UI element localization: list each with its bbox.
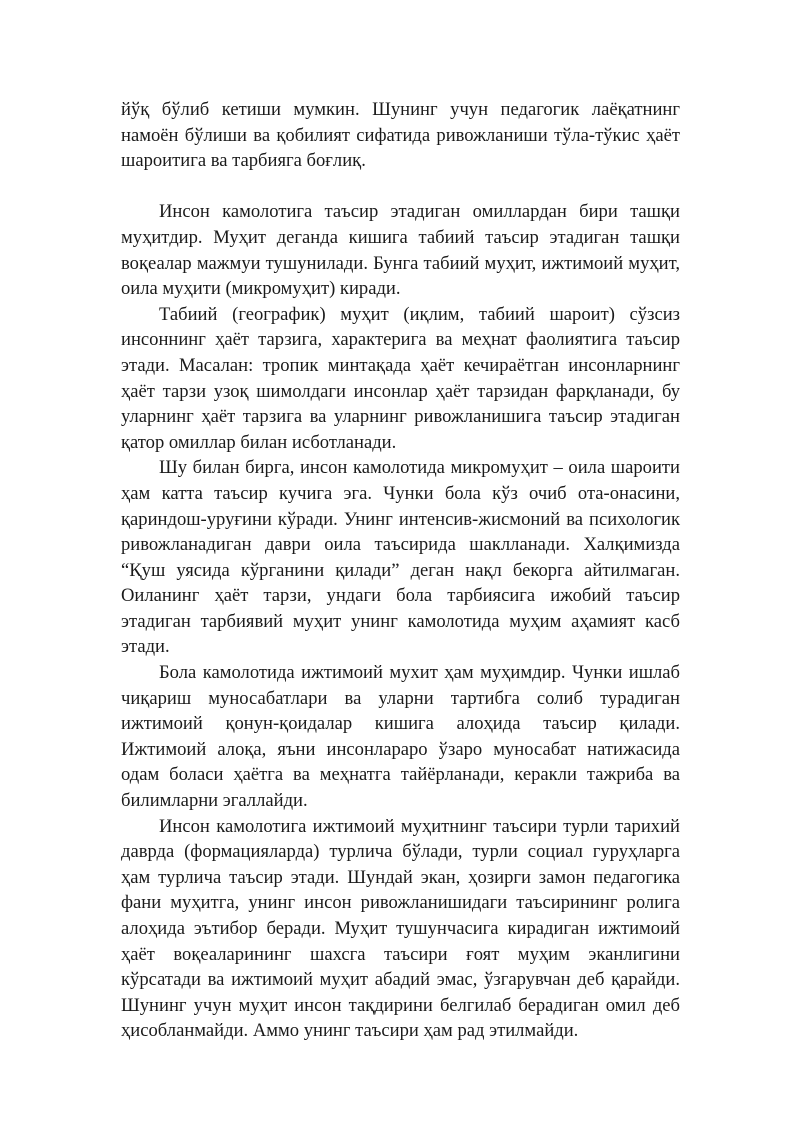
paragraph-spacer	[121, 174, 680, 200]
paragraph-2: Инсон камолотига таъсир этадиган омиллардан бири ташқи муҳитдир. Муҳит деганда кишига табиий таъсир этадиган ташқи воқеалар мажмуи тушунилади. Бунга табиий муҳит, ижтимоий муҳит, оила муҳити (микромуҳит) киради.	[121, 201, 680, 300]
paragraph-6: Инсон камолотига ижтимоий муҳитнинг таъсири турли тарихий даврда (формацияларда) турлича бўлади, турли социал гуруҳларга ҳам турлича таъсир этади. Шундай экан, ҳозирги замон педагогика фани муҳитга, унинг инсон ривожланишидаги таъсирининг ролига алоҳида эътибор беради. Муҳит тушунчасига кирадиган ижтимоий ҳаёт воқеаларининг шахсга таъсири ғоят муҳим эканлигини кўрсатади ва ижтимоий муҳит абадий эмас, ўзгарувчан деб қарайди. Шунинг учун муҳит инсон тақдирини белгилаб берадиган омил деб ҳисобланмайди. Аммо унинг таъсири ҳам рад этилмайди.	[121, 815, 680, 1042]
document-body	[121, 97, 680, 1044]
paragraph-3: Табиий (географик) муҳит (иқлим, табиий шароит) сўзсиз инсоннинг ҳаёт тарзига, характерига ва меҳнат фаолиятига таъсир этади. Масалан: тропик минтақада ҳаёт кечираётган инсонларнинг ҳаёт тарзи узоқ шимолдаги инсонлар ҳаёт тарзидан фарқланади, бу уларнинг ҳаёт тарзига ва уларнинг ривожланишига таъсир этадиган қатор омиллар билан исботланади.	[121, 303, 680, 453]
paragraph-4: Шу билан бирга, инсон камолотида микромуҳит – оила шароити ҳам катта таъсир кучига эга. Чунки бола кўз очиб ота-онасини, қариндош-уруғини кўради. Унинг интенсив-жисмоний ва психологик ривожланадиган даври оила таъсирида шаклланади. Халқимизда “Қуш уясида кўрганини қилади” деган нақл бекорга айтилмаган. Оиланинг ҳаёт тарзи, ундаги бола тарбиясига ижобий таъсир этадиган тарбиявий муҳит унинг камолотида муҳим аҳамият касб этади.	[121, 457, 680, 658]
paragraph-5: Бола камолотида ижтимоий мухит ҳам муҳимдир. Чунки ишлаб чиқариш муносабатлари ва уларни тартибга солиб турадиган ижтимоий қонун-қоидалар кишига алоҳида таъсир қилади. Ижтимоий алоқа, яъни инсонлараро ўзаро муносабат натижасида одам боласи ҳаётга ва меҳнатга тайёрланади, керакли тажриба ва билимларни эгаллайди.	[121, 662, 680, 812]
paragraph-1: йўқ бўлиб кетиши мумкин. Шунинг учун педагогик лаёқатнинг намоён бўлиши ва қобилият сифатида ривожланиши тўла-тўкис ҳаёт шароитига ва тарбияга боғлиқ.	[121, 99, 680, 172]
